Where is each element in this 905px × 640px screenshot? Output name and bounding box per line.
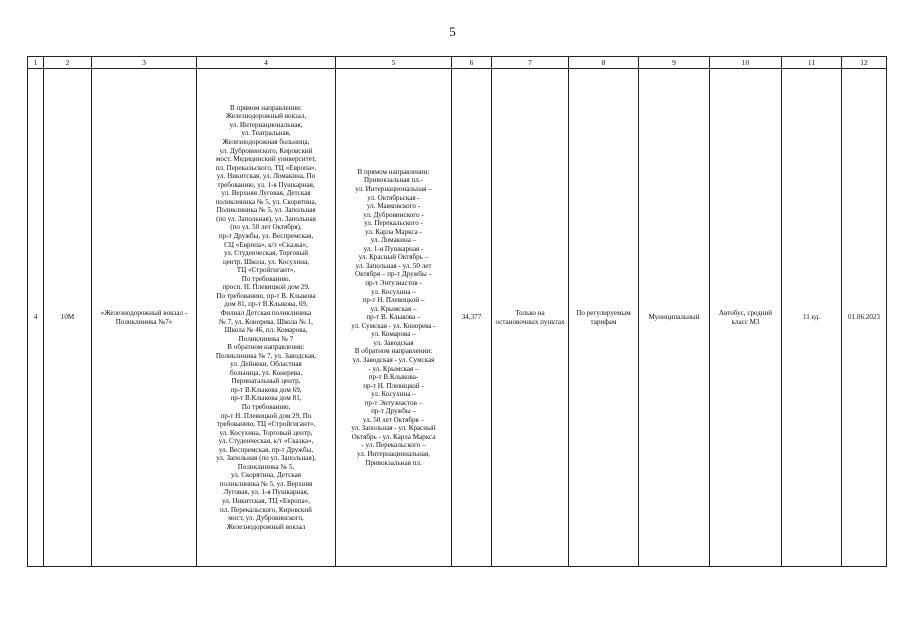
stops-list: В прямом направлении: Железнодорожный вокзал, ул. Интернациональная, ул. Театральная, Железнодорожная больница, ул. Дубровинского, Кировский мост, Медицинский университет, пл. Перекальского, ТЦ «Европа», ул. Никитская, ул. Ломакина, По требованию, ул. 1-я Пушкарная, ул. Верхняя Луговая, Детская поликлиника № 5, ул. Скорятина, Поликлиника № 5, ул. Запольная (по ул. Запольная), ул. Запольная (по ул. 50 лет Октября), пр-т Дружбы, ул. Веспремская, СЦ «Европа», к/т «Сказка», ул. Студенческая, Торговый центр, Школа, ул. Косухина, ТЦ «Стройгигант», По требованию, просп. Н. Плевицкой дом 29, По требованию, пр-т В. Клыкова дом 81, пр-т В.Клыкова, 69, Филиал Детская поликлиника № 7, ул. Конорева. Школа № 1, Школа № 46, пл. Комарова, Поликлиника № 7 В обратном направлении: Поликлиника № 7, ул. Заводская, ул. Дейнеки, Областная больница, ул. Конерева, Перинатальный центр, пр-т В.Клыкова дом 69, пр-т В.Клыкова дом 81, По требованию, пр-т Н. Плевицкой дом 29, По требованию, ТЦ «Стройгигант», ул. Косухина, Торговый центр, ул. Студенческая, к/т «Сказка», ул. Веспремская, пр-т Дружбы, ул. Запольная (по ул. Запольная), Поликлиника № 5, ул. Скорятина, Детская поликлиника № 5, ул. Верхняя Луговая, ул. 1-я Пушкарная, ул. Никитская, ТЦ «Европа», пл. Перекальского, Кировский мост, ул. Дубровинского, Железнодорожный вокзал — [197, 69, 336, 567]
header-cell: 11 — [782, 57, 842, 69]
route-length: 34,377 — [452, 69, 492, 567]
start-date: 01.06.2023 — [842, 69, 887, 567]
row-number: 4 — [28, 69, 44, 567]
header-cell: 6 — [452, 57, 492, 69]
vehicle-class: Автобус, средний класс М3 — [710, 69, 782, 567]
table-row — [28, 69, 887, 567]
route-name: «Железнодорожный вокзал - Поликлиника №7» — [92, 69, 197, 567]
streets-list: В прямом направлении: Привокзальная пл.- ул. Интернациональная – ул. Октябрьская - ул. Маяковского - ул. Дубровинского - ул. Перекальского - ул. Карла Маркса - ул. Ломакина – ул. 1-я Пушкарная - ул. Красный Октябрь – ул. Запольная - ул. 50 лет Октября – пр-т Дружбы – пр-т Энтузиастов - ул. Косухина – пр-т Н. Плевицкой – ул. Крымская – пр-т В. Клыкова – ул. Сумская - ул. Конорева - ул. Комарова – ул. Заводская В обратном направлении: ул. Заводская - ул. Сумская - ул. Крымская – пр-т В.Клыкова- пр-т Н. Плевицкой - ул. Косухина – пр-т Энтузиастов – пр-т Дружбы – ул. 50 лет Октября – ул. Запольная - ул. Красный Октябрь - ул. Карла Маркса - ул. Перекальского – ул. Интернациональная, Привокзальная пл. — [336, 69, 452, 567]
header-cell: 12 — [842, 57, 887, 69]
header-cell: 3 — [92, 57, 197, 69]
header-cell: 8 — [569, 57, 639, 69]
route-table — [27, 56, 887, 567]
header-cell: 4 — [197, 57, 336, 69]
vehicle-count: 11 ед. — [782, 69, 842, 567]
header-cell: 2 — [44, 57, 92, 69]
header-cell: 5 — [336, 57, 452, 69]
route-number: 10М — [44, 69, 92, 567]
header-cell: 9 — [639, 57, 710, 69]
header-cell: 7 — [492, 57, 569, 69]
route-type: Муниципальный — [639, 69, 710, 567]
header-row — [28, 57, 887, 69]
tariff: По регулируемым тарифам — [569, 69, 639, 567]
page-number: 5 — [449, 24, 456, 39]
stop-order: Только на остановочных пунктах — [492, 69, 569, 567]
header-cell: 1 — [28, 57, 44, 69]
header-cell: 10 — [710, 57, 782, 69]
